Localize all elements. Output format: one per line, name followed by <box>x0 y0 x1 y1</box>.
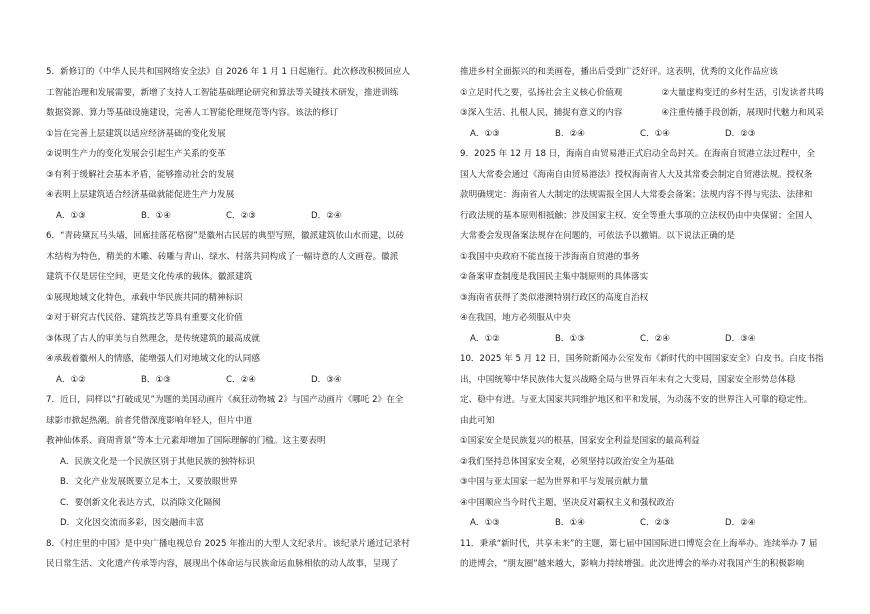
option-b: B．①③ <box>555 333 585 344</box>
option-a: A．①③ <box>470 518 500 528</box>
question-text: 数据资源、算力等基础设施建设，完善人工智能伦理规范等内容。该法的修订 <box>46 108 339 118</box>
answer-options <box>460 124 863 145</box>
statement-item: ②说明生产力的变化发展会引起生产关系的变革 <box>46 149 226 159</box>
question-11 <box>460 534 863 575</box>
question-text: 推进乡村全面振兴的和美画卷，播出后受到广泛好评。这表明，优秀的文化作品应该 <box>460 67 778 77</box>
question-6 <box>46 226 449 390</box>
question-text: 定、稳中有进。与亚太国家共同维护地区和平和发展，为动荡不安的世界注入可靠的稳定性。 <box>460 395 813 405</box>
question-text: 10．2025 年 5 月 12 日，国务院新闻办公室发布《新时代的中国国家安全》白皮书。白皮书指 <box>460 354 824 364</box>
statement-item: ③有利于缓解社会基本矛盾，能够推动社会的发展 <box>46 169 235 180</box>
statement-item: ③深入生活、扎根人民，捕捉有意义的内容 <box>460 108 623 118</box>
statement-item: ②大量虚构变迁的乡村生活，引发读者共鸣 <box>661 87 824 98</box>
option-c: C．①④ <box>640 128 671 139</box>
question-text: 建筑不仅是居住空间，更是文化传承的载体。徽派建筑 <box>46 272 253 282</box>
question-text: 11．秉承“新时代，共享未来”的主题，第七届中国国际进口博览会在上海举办。连续举办 7 届 <box>460 538 818 549</box>
question-8-continued <box>460 62 863 144</box>
question-text: 由此可知 <box>460 415 495 426</box>
option-b: B．①④ <box>141 210 171 221</box>
answer-options <box>46 206 449 227</box>
statement-item: ①我国中央政府不能直接干涉海南自贸港的事务 <box>460 251 640 262</box>
statement-item: ④表明上层建筑适合经济基础就能促进生产力发展 <box>46 190 235 200</box>
statement-item: ③体现了古人的审美与自然理念，是传统建筑的最高成就 <box>46 333 260 344</box>
statement-item: ①展现地域文化特色，承载中华民族共同的精神标识 <box>46 292 243 303</box>
question-text: 款明确规定：海南省人大制定的法规需报全国人大常委会备案；法规内容不得与宪法、法律和 <box>460 190 813 200</box>
question-text: 行政法规的基本原则相抵触；涉及国家主权、安全等重大事项的立法权仍由中央保留；全国人 <box>460 210 813 221</box>
statement-item: ④承载着徽州人的情感，能增强人们对地域文化的认同感 <box>46 354 260 364</box>
question-5 <box>46 62 449 226</box>
question-text: 出，中国统筹中华民族伟大复兴战略全局与世界百年未有之大变局，国家安全形势总体稳 <box>460 374 796 385</box>
statement-item: ①立足时代之要，弘扬社会主义核心价值观 <box>460 87 623 98</box>
option-b: B．①④ <box>555 518 585 528</box>
option-d: D．②④ <box>311 210 342 221</box>
question-text: 民日常生活、文化遗产传承等内容，展现出个体命运与民族命运血脉相依的动人故事，呈现了 <box>46 559 399 569</box>
statement-item: ②对于研究古代民俗、建筑技艺等具有重要文化价值 <box>46 313 243 323</box>
question-text: 教神仙体系、商周背景”等本土元素却增加了国际理解的门槛。这主要表明 <box>46 436 326 446</box>
question-8 <box>46 534 449 575</box>
option-a: A．①② <box>470 333 500 344</box>
question-text: 5．新修订的《中华人民共和国网络安全法》自 2026 年 1 月 1 日起施行。此次修改积极回应人 <box>46 67 411 77</box>
option-a: A．①③ <box>470 128 500 139</box>
answer-options <box>460 513 863 534</box>
question-text: 球影市掀起热潮。前者凭借深度影响年轻人，但片中道 <box>46 415 253 426</box>
option-d: D．③④ <box>311 374 342 385</box>
choice-d: D．文化因交流而多彩，因交融而丰富 <box>60 518 205 528</box>
question-text: 的进博会，“朋友圈”越来越大，影响力持续增强。此次进博会的举办对我国产生的积极影响 <box>460 559 805 569</box>
right-column <box>460 62 863 575</box>
option-b: B．②④ <box>555 128 585 139</box>
question-text: 木结构为特色，精美的木雕、砖雕与青山、绿水、村落共同构成了一幅诗意的人文画卷。徽派 <box>46 251 399 262</box>
answer-options <box>460 329 863 350</box>
statement-item: ②备案审查制度是我国民主集中制原则的具体落实 <box>460 272 649 282</box>
choice-a: A．民族文化是一个民族区别于其他民族的独特标识 <box>60 456 255 467</box>
left-column <box>46 62 449 575</box>
answer-options <box>46 370 449 391</box>
statement-item: ④在我国，地方必须服从中央 <box>460 313 571 323</box>
option-c: C．②③ <box>226 210 257 221</box>
question-text: 9．2025 年 12 月 18 日，海南自由贸易港正式启动全岛封关。在海南自贸港立法过程中，全 <box>460 149 816 159</box>
question-text: 大常委会发现备案法规存在问题的，可依法予以撤销。以下说法正确的是 <box>460 231 736 241</box>
question-7 <box>46 390 449 534</box>
question-10 <box>460 349 863 534</box>
statement-row <box>460 103 863 124</box>
statement-item: ②我们坚持总体国家安全观，必须坚持以政治安全为基础 <box>460 456 674 467</box>
option-d: D．③④ <box>725 333 756 344</box>
choice-b: B．文化产业发展既要立足本土，又要放眼世界 <box>60 477 238 487</box>
question-9 <box>460 144 863 349</box>
question-text: 7．近日，同样以“打破成见”为题的美国动画片《疯狂动物城 2》与国产动画片《哪吒 2》在全 <box>46 395 404 405</box>
option-d: D．②④ <box>725 518 756 528</box>
option-c: C．②④ <box>226 374 257 385</box>
statement-item: ④中国顺应当今时代主题，坚决反对霸权主义和强权政治 <box>460 497 674 508</box>
question-text: 工智能治理和发展需要，新增了支持人工智能基础理论研究和算法等关键技术研发，推进训练 <box>46 87 399 98</box>
question-text: 8．《村庄里的中国》是中央广播电视总台 2025 年推出的大型人文纪录片。该纪录片通过记录村 <box>46 538 410 549</box>
choice-c: C．要创新文化表达方式，以消除文化隔阂 <box>60 497 221 508</box>
option-a: A．①③ <box>56 210 86 221</box>
option-c: C．②③ <box>640 518 671 528</box>
option-b: B．①③ <box>141 374 171 385</box>
statement-item: ①国家安全是民族复兴的根基，国家安全利益是国家的最高利益 <box>460 436 700 446</box>
question-text: 6．“青砖黛瓦马头墙，回廊挂落花格窗”是徽州古民居的典型写照，徽派建筑依山水而建，以砖 <box>46 231 405 241</box>
option-d: D．②③ <box>725 128 756 139</box>
statement-item: ③中国与亚太国家一起为世界和平与发展贡献力量 <box>460 477 649 487</box>
question-text: 国人大常委会通过《海南自由贸易港法》授权海南省人大及其常委会制定自贸港法规。授权条 <box>460 169 813 180</box>
statement-row <box>460 83 863 104</box>
statement-item: ③海南省获得了类似港澳特别行政区的高度自治权 <box>460 292 649 303</box>
option-a: A．①② <box>56 374 86 385</box>
statement-item: ④注重传播手段创新，展现时代魅力和风采 <box>661 108 824 118</box>
statement-item: ①旨在完善上层建筑以适应经济基础的变化发展 <box>46 128 226 139</box>
option-c: C．②④ <box>640 333 671 344</box>
